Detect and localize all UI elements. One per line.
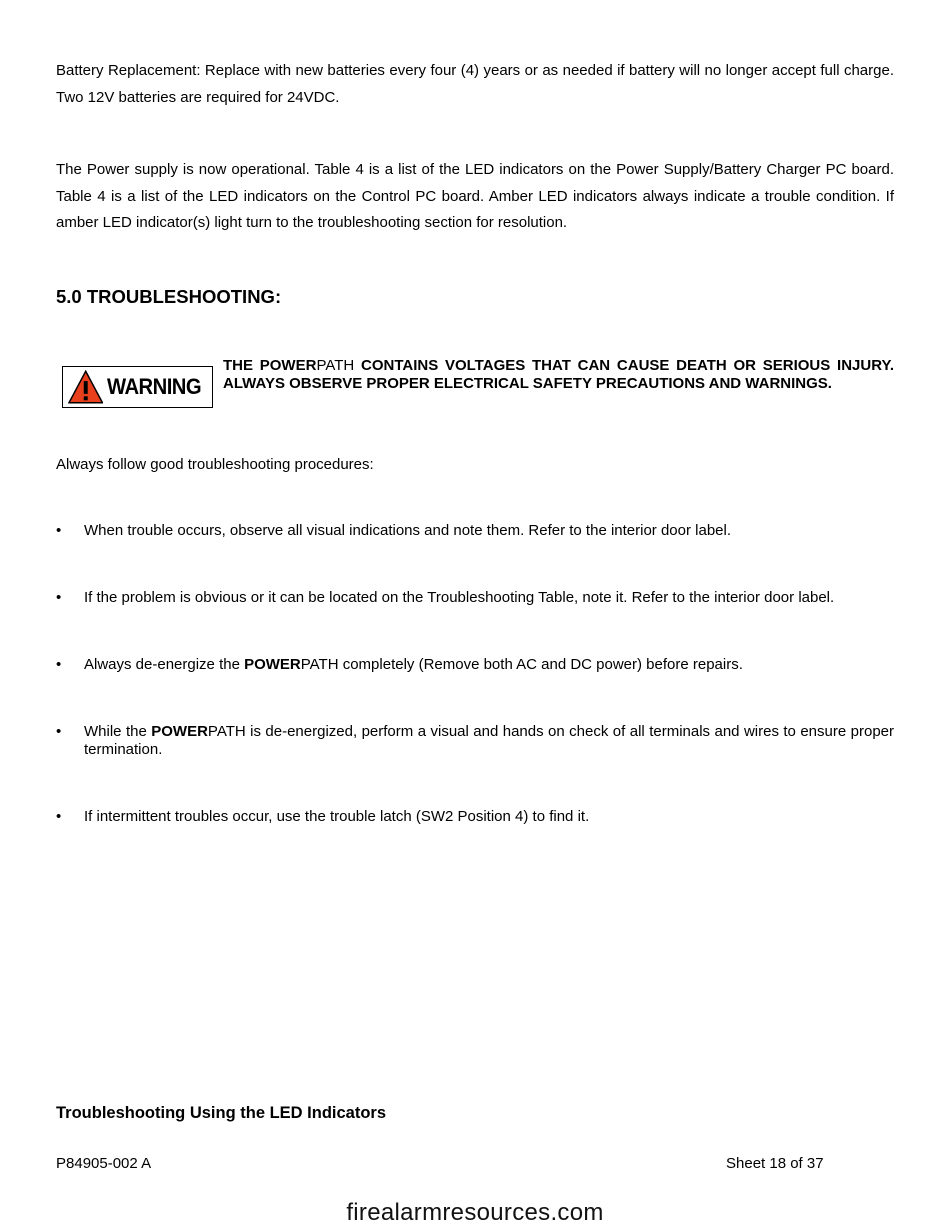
document-number: P84905-002 A — [56, 1155, 152, 1172]
warning-triangle-icon — [68, 370, 103, 404]
bullet-dot: • — [56, 723, 62, 740]
battery-replacement-paragraph: Battery Replacement: Replace with new batteries every four (4) years or as needed if battery will no longer accept full charge. Two 12V batteries are required for 24VDC. — [56, 62, 894, 106]
led-troubleshooting-heading: Troubleshooting Using the LED Indicators — [56, 1104, 387, 1122]
bullet-item-1: When trouble occurs, observe all visual indications and note them. Refer to the interior door label. — [84, 522, 732, 539]
warning-message: THE POWERPATH CONTAINS VOLTAGES THAT CAN CAUSE DEATH OR SERIOUS INJURY. ALWAYS OBSERVE PROPER ELECTRICAL SAFETY PRECAUTIONS AND WARNINGS. — [223, 357, 894, 392]
warning-badge — [62, 366, 213, 408]
site-watermark: firealarmresources.com — [346, 1199, 604, 1226]
bullet-item-5: If intermittent troubles occur, use the trouble latch (SW2 Position 4) to find it. — [84, 808, 590, 825]
section-heading: 5.0 TROUBLESHOOTING: — [56, 286, 282, 307]
warning-badge-label: WARNING — [107, 373, 202, 399]
bullet-dot: • — [56, 656, 62, 673]
procedures-intro: Always follow good troubleshooting procedures: — [56, 456, 374, 473]
bullet-item-2: If the problem is obvious or it can be located on the Troubleshooting Table, note it. Refer to the interior door label. — [84, 589, 835, 606]
bullet-item-3: Always de-energize the POWERPATH completely (Remove both AC and DC power) before repairs. — [84, 656, 743, 673]
bullet-dot: • — [56, 522, 62, 539]
bullet-dot: • — [56, 589, 62, 606]
bullet-item-4: While the POWERPATH is de-energized, perform a visual and hands on check of all terminals and wires to ensure proper termination. — [84, 723, 895, 758]
bullet-dot: • — [56, 808, 62, 825]
power-supply-paragraph: The Power supply is now operational. Table 4 is a list of the LED indicators on the Power Supply/Battery Charger PC board. Table 4 is a list of the LED indicators on the Control PC board. Amber LED indicators always indicate a trouble condition. If amber LED indicator(s) light turn to the troubleshooting section for resolution. — [56, 161, 894, 231]
sheet-number: Sheet 18 of 37 — [726, 1155, 824, 1172]
